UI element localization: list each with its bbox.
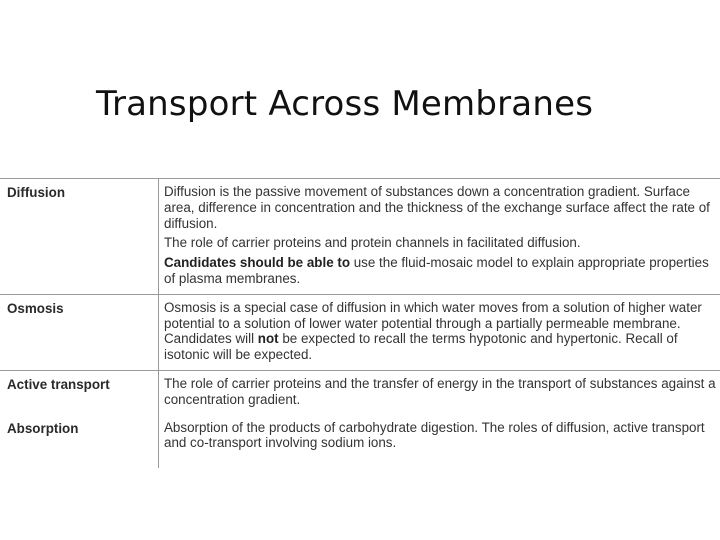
diffusion-paragraph-2: The role of carrier proteins and protein channels in facilitated diffusion.: [164, 235, 581, 251]
description-osmosis: [164, 295, 720, 370]
absorption-paragraph: Absorption of the products of carbohydrate digestion. The roles of diffusion, active transport and co-transport involving sodium ions.: [164, 419, 705, 451]
osmosis-text-a: Osmosis is a special case of diffusion in which water moves from a solution of higher water potential to a solution of lower water potential through a partially permeable membrane. Candidates will: [164, 299, 702, 347]
slide-title: Transport Across Membranes: [96, 84, 594, 124]
term-diffusion: Diffusion: [7, 185, 66, 200]
diffusion-paragraph-1: Diffusion is the passive movement of substances down a concentration gradient. Surface area, difference in concentration and the thickness of the exchange surface affect the rate of diffusion.: [164, 184, 710, 231]
osmosis-paragraph: [164, 300, 716, 363]
description-absorption: [164, 415, 720, 455]
description-active-transport: [164, 371, 720, 415]
candidates-text: use the fluid-mosaic model to explain appropriate properties of plasma membranes.: [164, 255, 709, 286]
description-diffusion: [164, 179, 720, 294]
active-transport-paragraph: The role of carrier proteins and the transfer of energy in the transport of substances against a concentration gradient.: [164, 375, 716, 407]
table-row-osmosis: [0, 294, 720, 370]
osmosis-text-b: be expected to recall the terms hypotonic and hypertonic. Recall of isotonic will be expected.: [164, 331, 678, 363]
term-absorption: Absorption: [7, 420, 79, 436]
term-osmosis: Osmosis: [7, 300, 64, 316]
candidates-bold-text: Candidates should be able to: [164, 255, 351, 271]
term-active-transport: Active transport: [7, 376, 110, 392]
osmosis-not-bold: not: [257, 331, 279, 347]
table-row-absorption: [0, 415, 720, 455]
table-row-active-transport: [0, 370, 720, 415]
diffusion-paragraph-3: [164, 255, 716, 287]
table-row-diffusion: [0, 178, 720, 294]
specification-table: [0, 178, 720, 454]
